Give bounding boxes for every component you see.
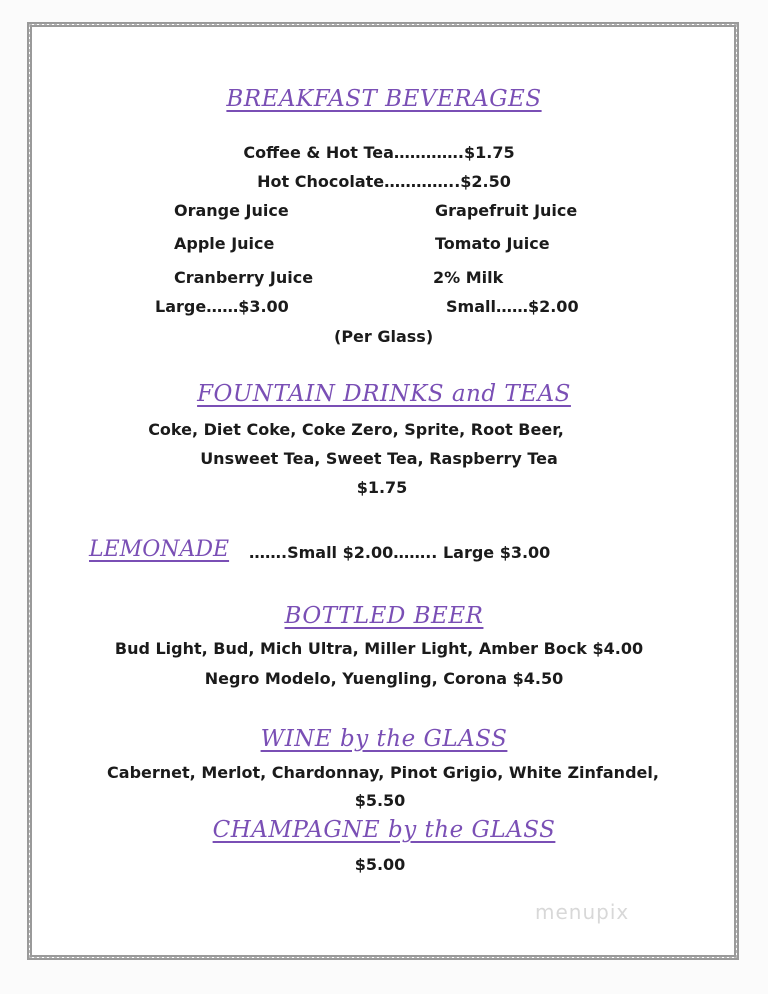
hot-chocolate-price-line: Hot Chocolate…………..$2.50	[257, 172, 511, 191]
large-juice-price: Large……$3.00	[155, 297, 289, 316]
beer-line-2: Negro Modelo, Yuengling, Corona $4.50	[204, 669, 564, 688]
beer-heading: BOTTLED BEER	[284, 603, 484, 629]
champagne-price: $5.00	[354, 855, 406, 874]
juice-item: Orange Juice	[174, 201, 289, 220]
wine-price: $5.50	[354, 791, 406, 810]
juice-item: Tomato Juice	[435, 234, 550, 253]
lemonade-prices: …….Small $2.00…….. Large $3.00	[249, 543, 551, 562]
juice-item: Cranberry Juice	[174, 268, 314, 287]
fountain-drinks-line: Coke, Diet Coke, Coke Zero, Sprite, Root Beer,	[148, 420, 564, 439]
per-glass-note: (Per Glass)	[334, 327, 434, 346]
breakfast-heading: BREAKFAST BEVERAGES	[226, 86, 542, 112]
small-juice-price: Small……$2.00	[446, 297, 579, 316]
champagne-heading: CHAMPAGNE by the GLASS	[212, 817, 556, 843]
coffee-price-line: Coffee & Hot Tea………….$1.75	[243, 143, 515, 162]
wine-heading: WINE by the GLASS	[260, 726, 508, 752]
fountain-teas-line: Unsweet Tea, Sweet Tea, Raspberry Tea	[200, 449, 558, 468]
juice-item: Apple Juice	[174, 234, 275, 253]
juice-item: 2% Milk	[433, 268, 504, 287]
fountain-heading: FOUNTAIN DRINKS and TEAS	[197, 381, 571, 407]
juice-item: Grapefruit Juice	[435, 201, 578, 220]
fountain-price: $1.75	[356, 478, 408, 497]
wine-line: Cabernet, Merlot, Chardonnay, Pinot Grigio, White Zinfandel,	[107, 763, 659, 782]
lemonade-heading: LEMONADE	[89, 537, 230, 562]
beer-line-1: Bud Light, Bud, Mich Ultra, Miller Light, Amber Bock $4.00	[114, 639, 644, 658]
watermark: menupix	[535, 900, 630, 924]
